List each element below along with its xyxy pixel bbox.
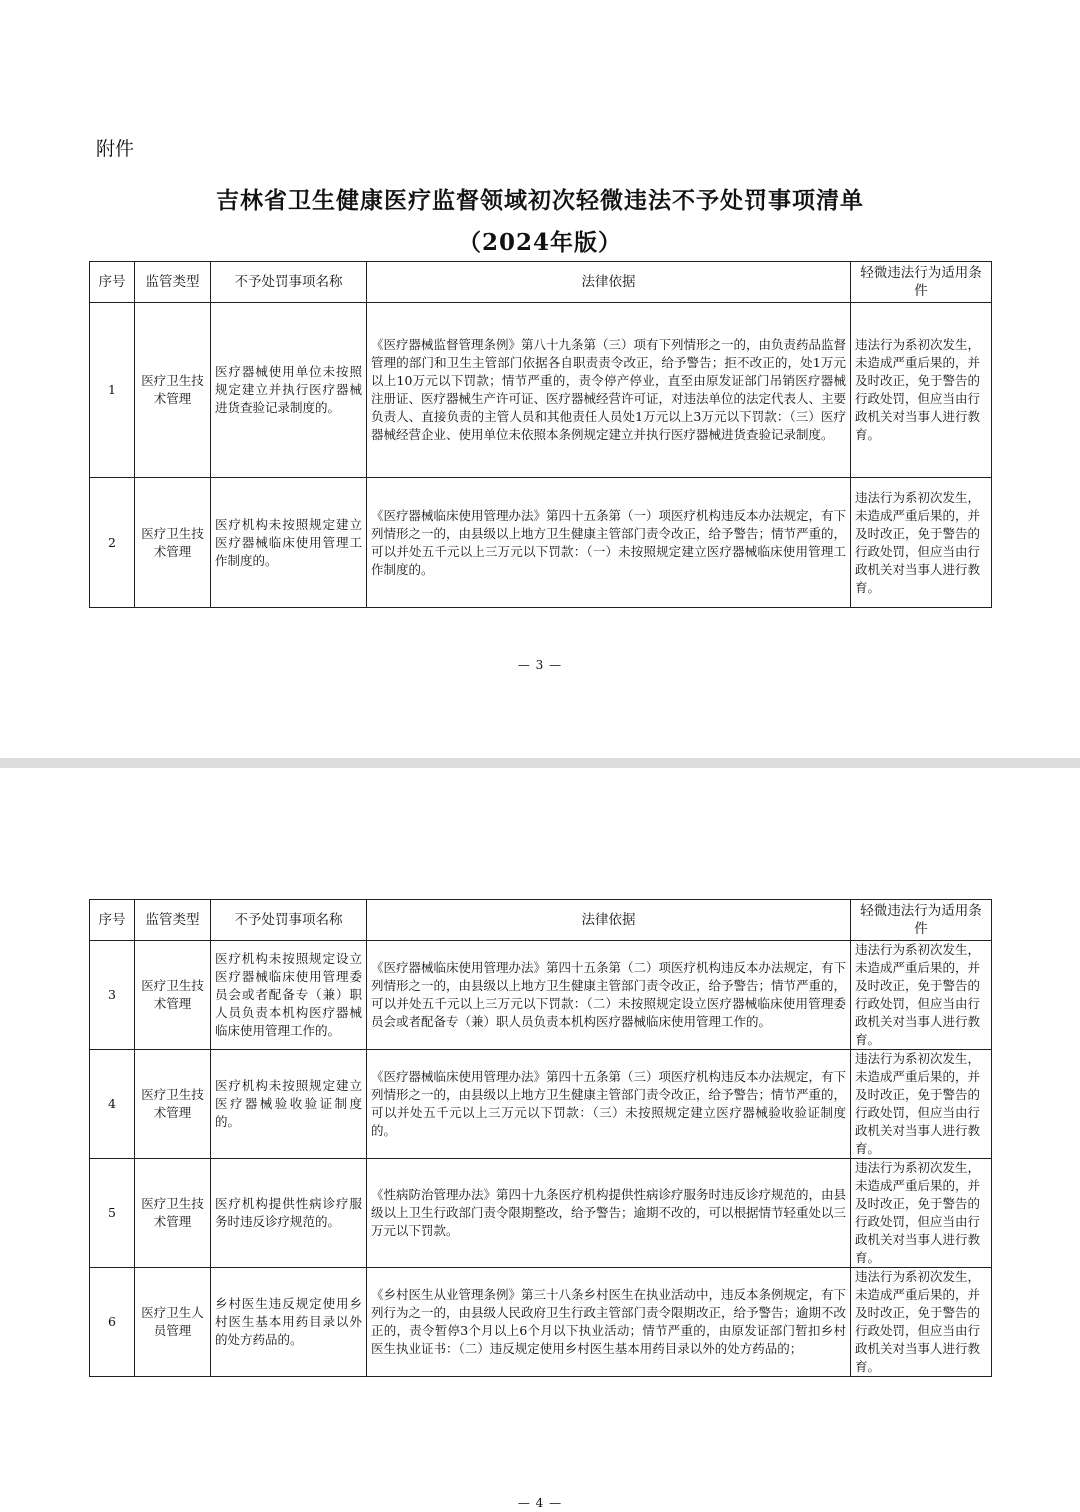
header-type: 监管类型 xyxy=(135,262,211,303)
document-page-4 xyxy=(0,768,1080,1512)
row-no: 4 xyxy=(90,1050,135,1159)
header-cond: 轻微违法行为适用条件 xyxy=(851,262,992,303)
row-type: 医疗卫生人员管理 xyxy=(135,1268,211,1377)
page-number: — 4 — xyxy=(517,1496,563,1510)
row-no: 3 xyxy=(90,941,135,1050)
row-type: 医疗卫生技术管理 xyxy=(135,941,211,1050)
penalty-exemption-table xyxy=(89,261,992,608)
row-law: 《医疗器械临床使用管理办法》第四十五条第（一）项医疗机构违反本办法规定，有下列情形之一的，由县级以上地方卫生健康主管部门责令改正，给予警告；情节严重的，可以并处五千元以上三万元以下罚款：（一）未按照规定建立医疗器械临床使用管理工作制度的。 xyxy=(367,478,851,608)
row-item: 医疗机构未按照规定设立医疗器械临床使用管理委员会或者配备专（兼）职人员负责本机构医疗器械临床使用管理工作的。 xyxy=(211,941,367,1050)
header-law: 法律依据 xyxy=(367,900,851,941)
row-law: 《医疗器械临床使用管理办法》第四十五条第（三）项医疗机构违反本办法规定，有下列情形之一的，由县级以上地方卫生健康主管部门责令改正，给予警告；情节严重的，可以并处五千元以上三万元以下罚款：（三）未按照规定建立医疗器械验收验证制度的。 xyxy=(367,1050,851,1159)
row-type: 医疗卫生技术管理 xyxy=(135,303,211,478)
row-item: 医疗器械使用单位未按照规定建立并执行医疗器械进货查验记录制度的。 xyxy=(211,303,367,478)
row-type: 医疗卫生技术管理 xyxy=(135,1159,211,1268)
header-no: 序号 xyxy=(90,262,135,303)
document-title: 吉林省卫生健康医疗监督领域初次轻微违法不予处罚事项清单 xyxy=(216,187,864,214)
header-no: 序号 xyxy=(90,900,135,941)
attachment-label: 附件 xyxy=(96,138,135,160)
header-item: 不予处罚事项名称 xyxy=(211,900,367,941)
table-row xyxy=(90,303,992,478)
row-no: 1 xyxy=(90,303,135,478)
header-cond: 轻微违法行为适用条件 xyxy=(851,900,992,941)
table-row xyxy=(90,1050,992,1159)
table-row xyxy=(90,1268,992,1377)
row-cond: 违法行为系初次发生，未造成严重后果的，并及时改正，免于警告的行政处罚，但应当由行政机关对当事人进行教育。 xyxy=(851,478,992,608)
table-row xyxy=(90,1159,992,1268)
row-no: 2 xyxy=(90,478,135,608)
row-item: 医疗机构提供性病诊疗服务时违反诊疗规范的。 xyxy=(211,1159,367,1268)
row-cond: 违法行为系初次发生，未造成严重后果的，并及时改正，免于警告的行政处罚，但应当由行政机关对当事人进行教育。 xyxy=(851,1050,992,1159)
row-item: 医疗机构未按照规定建立医疗器械验收验证制度的。 xyxy=(211,1050,367,1159)
row-no: 5 xyxy=(90,1159,135,1268)
row-cond: 违法行为系初次发生，未造成严重后果的，并及时改正，免于警告的行政处罚，但应当由行政机关对当事人进行教育。 xyxy=(851,303,992,478)
row-law: 《性病防治管理办法》第四十九条医疗机构提供性病诊疗服务时违反诊疗规范的，由县级以上卫生行政部门责令限期整改，给予警告；逾期不改的，可以根据情节轻重处以三万元以下罚款。 xyxy=(367,1159,851,1268)
header-law: 法律依据 xyxy=(367,262,851,303)
row-type: 医疗卫生技术管理 xyxy=(135,478,211,608)
row-type: 医疗卫生技术管理 xyxy=(135,1050,211,1159)
document-edition: （2024年版） xyxy=(457,229,622,256)
row-law: 《乡村医生从业管理条例》第三十八条乡村医生在执业活动中，违反本条例规定，有下列行为之一的，由县级人民政府卫生行政主管部门责令限期改正，给予警告；逾期不改正的，责令暂停3个月以上6个月以下执业活动；情节严重的，由原发证部门暂扣乡村医生执业证书：（二）违反规定使用乡村医生基本用药目录以外的处方药品的； xyxy=(367,1268,851,1377)
table-header-row xyxy=(90,900,992,941)
page-number: — 3 — xyxy=(517,658,563,672)
row-law: 《医疗器械临床使用管理办法》第四十五条第（二）项医疗机构违反本办法规定，有下列情形之一的，由县级以上地方卫生健康主管部门责令改正，给予警告；情节严重的，可以并处五千元以上三万元以下罚款：（二）未按照规定设立医疗器械临床使用管理委员会或者配备专（兼）职人员负责本机构医疗器械临床使用管理工作的。 xyxy=(367,941,851,1050)
table-row xyxy=(90,478,992,608)
header-type: 监管类型 xyxy=(135,900,211,941)
row-no: 6 xyxy=(90,1268,135,1377)
penalty-exemption-table-continued xyxy=(89,899,992,1377)
header-item: 不予处罚事项名称 xyxy=(211,262,367,303)
table-header-row xyxy=(90,262,992,303)
row-item: 医疗机构未按照规定建立医疗器械临床使用管理工作制度的。 xyxy=(211,478,367,608)
row-cond: 违法行为系初次发生，未造成严重后果的，并及时改正，免于警告的行政处罚，但应当由行政机关对当事人进行教育。 xyxy=(851,941,992,1050)
row-item: 乡村医生违反规定使用乡村医生基本用药目录以外的处方药品的。 xyxy=(211,1268,367,1377)
row-cond: 违法行为系初次发生，未造成严重后果的，并及时改正，免于警告的行政处罚，但应当由行政机关对当事人进行教育。 xyxy=(851,1268,992,1377)
row-cond: 违法行为系初次发生，未造成严重后果的，并及时改正，免于警告的行政处罚，但应当由行政机关对当事人进行教育。 xyxy=(851,1159,992,1268)
table-row xyxy=(90,941,992,1050)
row-law: 《医疗器械监督管理条例》第八十九条第（三）项有下列情形之一的，由负责药品监督管理的部门和卫生主管部门依据各自职责责令改正，给予警告；拒不改正的，处1万元以上10万元以下罚款；情节严重的，责令停产停业，直至由原发证部门吊销医疗器械注册证、医疗器械生产许可证、医疗器械经营许可证，对违法单位的法定代表人、主要负责人、直接负责的主管人员和其他责任人员处1万元以上3万元以下罚款：（三）医疗器械经营企业、使用单位未依照本条例规定建立并执行医疗器械进货查验记录制度。 xyxy=(367,303,851,478)
